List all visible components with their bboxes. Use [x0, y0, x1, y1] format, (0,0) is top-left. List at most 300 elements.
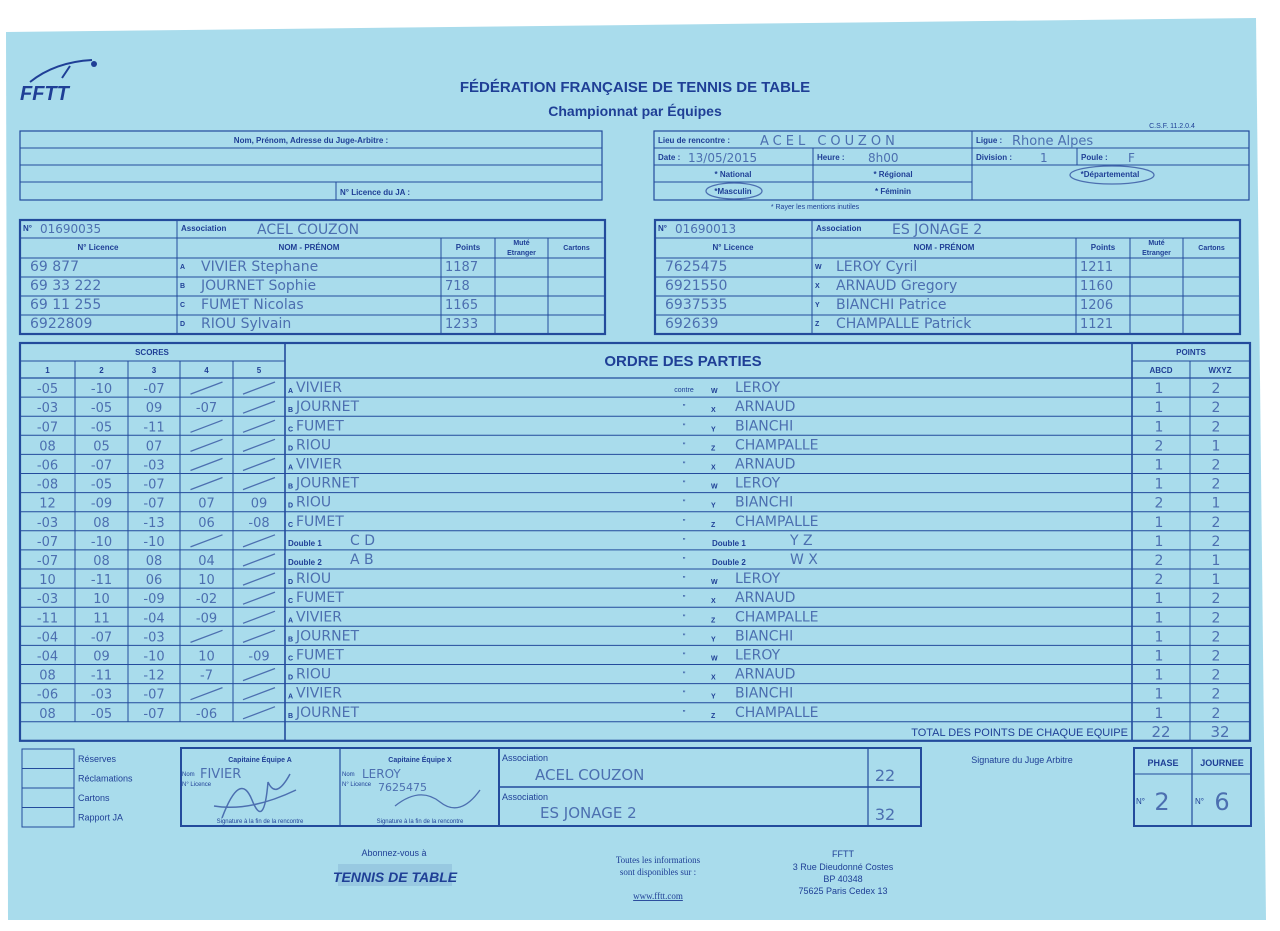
- phase-value: 2: [1154, 788, 1170, 816]
- player-points: 1160: [1080, 279, 1114, 294]
- player-a-letter: D: [288, 502, 294, 510]
- player-a-name: C D: [350, 532, 376, 549]
- points-wxyz: 2: [1211, 514, 1221, 531]
- set-score: 09: [250, 496, 268, 512]
- col-mute-header: Etranger: [507, 250, 536, 257]
- col-points-header: Points: [1090, 243, 1116, 252]
- remark-label-cartons: Cartons: [78, 793, 110, 803]
- ligue-label: Ligue :: [976, 136, 1003, 145]
- set-number-header: 5: [256, 366, 262, 375]
- player-x-letter: Y: [711, 636, 716, 644]
- set-score: -03: [143, 630, 165, 646]
- set-score: -10: [90, 534, 113, 550]
- set-score: -04: [36, 649, 59, 665]
- captain-a-licence-label: N° Licence: [182, 782, 212, 788]
- player-licence: 69 33 222: [30, 278, 102, 294]
- set-score: -07: [143, 687, 165, 703]
- national-option: * National: [714, 170, 752, 179]
- set-score: -03: [143, 458, 165, 474]
- set-score: -05: [90, 706, 113, 722]
- points-abcd: 2: [1154, 553, 1164, 569]
- wxyz-header: WXYZ: [1208, 366, 1232, 375]
- ditto-mark: ": [682, 613, 686, 623]
- player-x-name: W X: [790, 552, 818, 568]
- set-score: -02: [195, 592, 218, 608]
- col-licence-header: N° Licence: [712, 243, 754, 252]
- player-points: 1187: [445, 260, 479, 275]
- team-assoc-label: Association: [816, 224, 862, 233]
- address-line-3: BP 40348: [823, 874, 863, 884]
- player-points: 1211: [1080, 260, 1114, 275]
- set-score: 11: [93, 611, 110, 627]
- player-letter: X: [815, 283, 820, 290]
- points-abcd: 2: [1154, 495, 1164, 512]
- player-x-letter: Y: [711, 693, 716, 701]
- points-abcd: 2: [1154, 438, 1164, 455]
- player-a-name: VIVIER: [296, 685, 342, 702]
- juge-signature-label: Signature du Juge Arbitre: [971, 755, 1073, 765]
- player-x-name: BIANCHI: [735, 685, 794, 702]
- set-score: -07: [90, 458, 113, 474]
- set-score: -10: [143, 649, 165, 665]
- set-score: -08: [36, 477, 59, 493]
- assoc-x-label: Association: [502, 792, 549, 802]
- player-licence: 6921550: [665, 278, 728, 294]
- captain-a-title: Capitaine Équipe A: [228, 757, 292, 764]
- set-score: 10: [198, 649, 215, 665]
- points-abcd: 1: [1154, 705, 1164, 722]
- regional-option: * Régional: [873, 170, 913, 179]
- assoc-a-score: 22: [874, 766, 896, 785]
- set-score: -07: [143, 477, 165, 493]
- player-licence: 69 11 255: [30, 297, 102, 313]
- player-a-letter: D: [288, 674, 294, 682]
- player-a-name: FUMET: [296, 647, 344, 664]
- ditto-mark: ": [682, 556, 686, 565]
- player-a-letter: B: [288, 712, 294, 720]
- player-x-name: LEROY: [735, 380, 781, 397]
- player-a-letter: C: [288, 426, 294, 434]
- set-number-header: 2: [99, 366, 104, 375]
- player-a-letter: A: [288, 388, 294, 396]
- player-licence: 69 877: [30, 259, 79, 275]
- player-points: 718: [445, 279, 470, 294]
- set-score: -03: [36, 515, 59, 531]
- points-abcd: 1: [1154, 381, 1164, 398]
- player-a-letter: A: [288, 617, 294, 625]
- player-x-letter: X: [711, 464, 716, 472]
- set-score: -04: [143, 611, 165, 627]
- set-score: -04: [36, 630, 59, 646]
- set-score: -7: [200, 668, 213, 684]
- player-name: RIOU Sylvain: [201, 316, 292, 332]
- contre-label: contre: [674, 387, 694, 395]
- player-a-letter: B: [288, 483, 294, 491]
- points-abcd: 1: [1154, 686, 1164, 703]
- remark-label-rapport: Rapport JA: [78, 812, 124, 823]
- ditto-mark: ": [682, 632, 686, 642]
- set-number-header: 4: [204, 366, 209, 375]
- player-a-name: FUMET: [296, 590, 344, 607]
- set-score: 07: [198, 496, 215, 512]
- player-a-name: RIOU: [296, 571, 332, 588]
- form-code: C.S.F. 11.2.0.4: [1149, 123, 1195, 130]
- lieu-label: Lieu de rencontre :: [658, 136, 731, 145]
- remark-label-reclamations: Réclamations: [78, 773, 133, 784]
- player-a-letter: D: [288, 579, 294, 587]
- ditto-mark: ": [682, 594, 686, 604]
- points-abcd: 1: [1154, 648, 1164, 665]
- set-score: -07: [36, 420, 59, 436]
- player-a-name: A B: [350, 552, 374, 568]
- team-num-label: N°: [658, 224, 667, 233]
- team-num-label: N°: [23, 224, 32, 233]
- assoc-x-name: ES JONAGE 2: [540, 804, 637, 822]
- division-label: Division :: [976, 153, 1013, 162]
- points-abcd: 1: [1154, 610, 1164, 627]
- set-score: 08: [93, 554, 110, 569]
- captain-x-title: Capitaine Équipe X: [388, 757, 452, 764]
- captain-x-name: LEROY: [362, 767, 401, 781]
- points-wxyz: 2: [1211, 705, 1221, 722]
- player-points: 1233: [445, 317, 479, 332]
- player-points: 1121: [1080, 317, 1114, 332]
- set-score: 08: [93, 515, 110, 531]
- set-score: 08: [39, 706, 56, 722]
- player-x-letter: Z: [711, 712, 716, 720]
- feminin-option: * Féminin: [874, 187, 912, 196]
- points-abcd: 1: [1154, 533, 1164, 550]
- player-licence: 692639: [665, 316, 719, 332]
- points-wxyz: 2: [1211, 381, 1221, 398]
- address-line-4: 75625 Paris Cedex 13: [798, 886, 888, 896]
- player-x-name: LEROY: [735, 571, 781, 588]
- points-abcd: 1: [1154, 514, 1164, 531]
- set-score: -09: [195, 611, 218, 627]
- juge-licence-label: N° Licence du JA :: [340, 188, 411, 197]
- poule-value: F: [1128, 151, 1135, 165]
- address-line-1: FFTT: [832, 849, 854, 859]
- player-a-name: RIOU: [296, 437, 332, 454]
- points-wxyz: 2: [1211, 457, 1221, 474]
- player-name: ARNAUD Gregory: [836, 278, 958, 294]
- player-letter: Z: [815, 321, 820, 328]
- player-a-letter: C: [288, 598, 294, 606]
- team-assoc-value: ES JONAGE 2: [892, 222, 983, 238]
- phase-label: PHASE: [1147, 758, 1179, 768]
- player-x-letter: W: [711, 579, 718, 587]
- player-letter: B: [180, 283, 186, 290]
- col-nom-header: NOM - PRÉNOM: [913, 243, 975, 252]
- player-x-letter: Z: [711, 617, 716, 625]
- player-a-name: VIVIER: [296, 609, 342, 626]
- player-licence: 7625475: [665, 259, 728, 275]
- col-cartons-header: Cartons: [563, 245, 590, 252]
- set-score: 10: [39, 573, 56, 589]
- set-score: -12: [143, 668, 165, 684]
- player-x-name: LEROY: [735, 647, 781, 664]
- player-a-letter: C: [288, 521, 294, 529]
- phase-no-label: N°: [1136, 797, 1145, 806]
- captain-x-nom-label: Nom: [342, 772, 355, 778]
- player-name: JOURNET Sophie: [201, 278, 317, 294]
- captain-a-nom-label: Nom: [182, 772, 195, 778]
- team-assoc-label: Association: [181, 224, 227, 233]
- set-score: -05: [90, 477, 113, 493]
- set-score: 07: [145, 439, 163, 455]
- masculin-option: *Masculin: [714, 187, 752, 196]
- player-x-name: CHAMPALLE: [735, 513, 819, 530]
- set-score: -07: [90, 630, 113, 646]
- captain-x-licence-label: N° Licence: [342, 782, 372, 788]
- set-score: -11: [90, 668, 113, 684]
- set-score: 06: [198, 515, 215, 531]
- points-wxyz: 2: [1211, 533, 1221, 550]
- player-a-name: FUMET: [296, 513, 344, 530]
- set-score: -07: [143, 382, 165, 398]
- captain-a-sign-note: Signature à la fin de la rencontre: [216, 819, 304, 825]
- points-abcd: 1: [1154, 591, 1164, 608]
- points-wxyz: 1: [1211, 553, 1221, 569]
- player-name: VIVIER Stephane: [201, 259, 319, 275]
- player-a-letter: B: [288, 636, 294, 644]
- set-score: -05: [36, 382, 59, 398]
- player-a-name: JOURNET: [296, 399, 359, 416]
- abcd-header: ABCD: [1149, 366, 1173, 375]
- player-a-letter: B: [288, 407, 294, 415]
- col-mute-header: Etranger: [1142, 250, 1171, 257]
- player-name: BIANCHI Patrice: [836, 297, 947, 313]
- col-mute-header: Muté: [513, 240, 530, 247]
- player-x-letter: Z: [711, 521, 716, 529]
- ditto-mark: ": [682, 498, 686, 508]
- player-licence: 6937535: [665, 297, 728, 313]
- set-score: -09: [248, 649, 270, 665]
- player-x-name: BIANCHI: [735, 418, 794, 435]
- total-wxyz: 32: [1210, 722, 1230, 741]
- points-header: POINTS: [1176, 348, 1206, 357]
- player-a-name: JOURNET: [296, 628, 359, 645]
- player-x-letter: Y: [711, 426, 716, 434]
- player-x-letter: W: [711, 483, 718, 491]
- page-subtitle: Championnat par Équipes: [548, 103, 722, 119]
- set-number-header: 1: [45, 366, 50, 375]
- departemental-option: *Départemental: [1080, 170, 1140, 179]
- set-score: -09: [143, 592, 165, 608]
- set-score: -07: [36, 554, 59, 569]
- col-cartons-header: Cartons: [1198, 245, 1225, 252]
- points-wxyz: 2: [1211, 648, 1221, 665]
- team-assoc-value: ACEL COUZON: [257, 222, 360, 238]
- col-licence-header: N° Licence: [77, 243, 119, 252]
- points-wxyz: 2: [1211, 610, 1221, 627]
- points-abcd: 1: [1154, 476, 1164, 493]
- ditto-mark: ": [682, 575, 686, 585]
- player-x-letter: Double 1: [712, 538, 746, 548]
- set-score: 04: [198, 554, 215, 569]
- total-abcd: 22: [1151, 722, 1171, 741]
- points-wxyz: 2: [1211, 591, 1221, 608]
- heure-value: 8h00: [868, 151, 899, 165]
- player-x-letter: Y: [711, 502, 716, 510]
- set-score: -10: [90, 382, 113, 398]
- set-score: -08: [248, 515, 270, 531]
- set-score: 08: [39, 439, 56, 455]
- captain-x-sign-note: Signature à la fin de la rencontre: [376, 819, 464, 825]
- points-abcd: 1: [1154, 629, 1164, 646]
- player-points: 1206: [1080, 298, 1114, 313]
- ditto-mark: ": [682, 536, 686, 546]
- ordre-title: ORDRE DES PARTIES: [604, 353, 762, 370]
- col-nom-header: NOM - PRÉNOM: [278, 243, 340, 252]
- set-score: 05: [93, 439, 110, 455]
- set-score: -11: [143, 420, 165, 436]
- points-wxyz: 1: [1211, 572, 1221, 589]
- player-x-letter: X: [711, 598, 716, 606]
- set-score: -06: [195, 706, 218, 722]
- player-x-name: ARNAUD: [735, 666, 796, 683]
- set-score: -11: [36, 611, 59, 627]
- player-letter: W: [815, 264, 822, 271]
- set-score: -06: [36, 687, 59, 703]
- points-wxyz: 2: [1211, 476, 1221, 493]
- points-wxyz: 2: [1211, 629, 1221, 646]
- player-licence: 6922809: [30, 316, 93, 332]
- set-score: -05: [90, 401, 113, 417]
- website-link[interactable]: www.fftt.com: [633, 891, 683, 901]
- ligue-value: Rhone Alpes: [1012, 134, 1094, 149]
- player-x-name: CHAMPALLE: [735, 704, 819, 721]
- player-x-letter: Z: [711, 445, 716, 453]
- player-a-letter: D: [288, 445, 294, 453]
- set-score: -07: [143, 706, 165, 722]
- logo-text: FFTT: [20, 83, 69, 105]
- player-x-name: CHAMPALLE: [735, 437, 819, 454]
- points-abcd: 2: [1154, 572, 1164, 589]
- player-a-letter: C: [288, 655, 294, 663]
- points-wxyz: 1: [1211, 438, 1221, 455]
- journee-label: JOURNEE: [1200, 758, 1244, 768]
- captain-x-licence: 7625475: [378, 781, 427, 794]
- set-score: -07: [143, 496, 165, 512]
- magazine-name: TENNIS DE TABLE: [332, 869, 458, 885]
- set-score: 08: [145, 554, 163, 569]
- set-score: -05: [90, 420, 113, 436]
- points-abcd: 1: [1154, 457, 1164, 474]
- assoc-a-label: Association: [502, 753, 549, 763]
- points-wxyz: 2: [1211, 667, 1221, 684]
- player-letter: C: [180, 302, 186, 309]
- assoc-a-name: ACEL COUZON: [535, 766, 645, 784]
- player-a-letter: A: [288, 464, 294, 472]
- points-wxyz: 1: [1211, 495, 1221, 512]
- player-x-letter: X: [711, 407, 716, 415]
- set-score: 10: [198, 573, 215, 589]
- ditto-mark: ": [682, 479, 686, 489]
- player-name: LEROY Cyril: [836, 259, 918, 275]
- poule-label: Poule :: [1081, 153, 1108, 162]
- player-x-name: LEROY: [735, 475, 781, 492]
- set-score: -09: [90, 496, 113, 512]
- set-score: 09: [145, 401, 163, 417]
- captain-a-name: FIVIER: [200, 767, 242, 782]
- assoc-x-score: 32: [874, 805, 896, 824]
- total-label: TOTAL DES POINTS DE CHAQUE EQUIPE: [911, 726, 1128, 739]
- player-x-letter: W: [711, 655, 718, 663]
- address-line-2: 3 Rue Dieudonné Costes: [792, 862, 894, 872]
- points-abcd: 1: [1154, 400, 1164, 417]
- set-score: -03: [36, 401, 59, 417]
- player-name: FUMET Nicolas: [201, 297, 304, 313]
- set-score: 06: [145, 573, 163, 589]
- juge-name-label: Nom, Prénom, Adresse du Juge-Arbitre :: [233, 136, 389, 145]
- rayer-note: * Rayer les mentions inutiles: [770, 204, 860, 211]
- player-a-letter: A: [288, 693, 294, 701]
- ditto-mark: ": [682, 517, 686, 527]
- player-a-name: VIVIER: [296, 456, 342, 473]
- set-score: 09: [93, 649, 110, 665]
- set-score: -06: [36, 458, 59, 474]
- player-letter: Y: [815, 302, 820, 309]
- lieu-value: ACEL COUZON: [760, 134, 899, 149]
- player-x-name: ARNAUD: [735, 456, 796, 473]
- ditto-mark: ": [682, 422, 686, 432]
- set-score: 12: [39, 496, 56, 512]
- player-a-letter: Double 2: [288, 558, 322, 567]
- player-a-name: FUMET: [296, 418, 344, 435]
- player-x-letter: X: [711, 674, 716, 682]
- ditto-mark: ": [682, 403, 686, 413]
- date-value: 13/05/2015: [688, 151, 758, 165]
- set-score: -10: [143, 534, 165, 550]
- set-score: 10: [93, 592, 110, 608]
- set-score: -07: [36, 534, 59, 550]
- player-x-name: Y Z: [790, 532, 813, 549]
- journee-value: 6: [1214, 788, 1230, 816]
- col-mute-header: Muté: [1148, 240, 1165, 247]
- scores-header: SCORES: [135, 348, 169, 357]
- ditto-mark: ": [682, 708, 686, 718]
- points-wxyz: 2: [1211, 686, 1221, 703]
- infos-line-2: sont disponibles sur :: [619, 867, 697, 877]
- col-points-header: Points: [455, 243, 481, 252]
- set-score: -03: [90, 687, 113, 703]
- player-points: 1165: [445, 298, 479, 313]
- team-num-value: 01690013: [675, 222, 737, 236]
- player-x-name: BIANCHI: [735, 494, 794, 511]
- date-label: Date :: [658, 153, 681, 162]
- ditto-mark: ": [682, 651, 686, 661]
- page-title: FÉDÉRATION FRANÇAISE DE TENNIS DE TABLE: [459, 79, 811, 96]
- player-letter: D: [180, 321, 186, 328]
- player-x-name: ARNAUD: [735, 399, 796, 416]
- player-x-letter: W: [711, 388, 718, 396]
- set-score: 08: [39, 668, 56, 684]
- set-score: -03: [36, 592, 59, 608]
- player-a-letter: Double 1: [288, 538, 322, 548]
- set-score: -11: [90, 573, 113, 589]
- set-number-header: 3: [151, 366, 157, 375]
- player-a-name: RIOU: [296, 494, 332, 511]
- player-x-name: BIANCHI: [735, 628, 794, 645]
- player-name: CHAMPALLE Patrick: [836, 316, 972, 332]
- player-x-name: CHAMPALLE: [735, 609, 819, 626]
- ditto-mark: ": [682, 441, 686, 451]
- heure-label: Heure :: [817, 153, 845, 162]
- points-abcd: 1: [1154, 419, 1164, 436]
- set-score: -07: [195, 401, 218, 417]
- team-num-value: 01690035: [40, 222, 102, 236]
